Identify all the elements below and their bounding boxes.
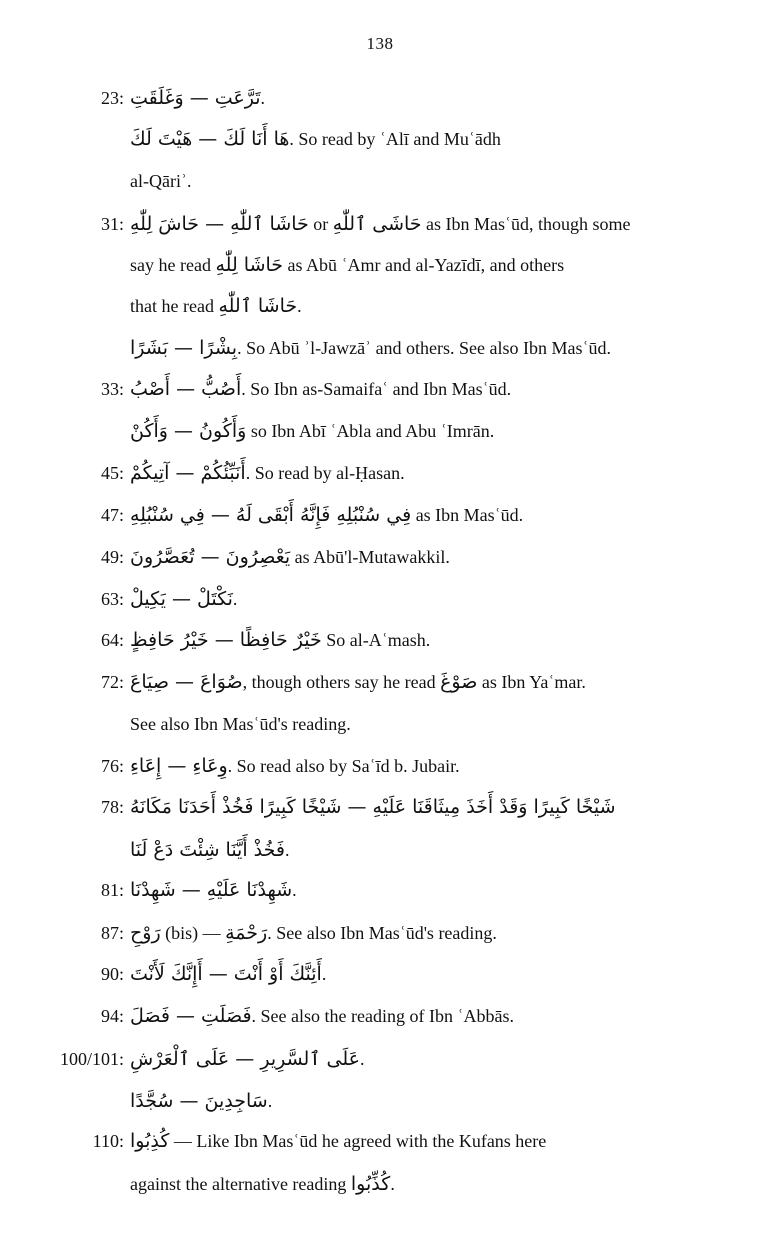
verse-number: 110:	[92, 1131, 124, 1151]
commentary-text: or	[308, 214, 333, 234]
commentary-text: . So Abū ʾl-Jawzāʾ and others. See also Ibn Masʿūd.	[237, 338, 612, 358]
verse-number: 33:	[100, 379, 124, 399]
arabic-reading: حَاشَى ٱللّٰهِ	[332, 213, 422, 235]
reading-text	[130, 796, 686, 818]
verse-number: 45:	[100, 463, 124, 483]
arabic-reading: صُوَاعَ — صِيَاعَ	[130, 671, 243, 693]
arabic-reading: حَاشَا لِلّٰهِ	[215, 254, 284, 276]
reading-text	[130, 128, 686, 150]
reading-text	[130, 1130, 686, 1152]
commentary-text: .	[292, 880, 297, 900]
arabic-reading: خَيْرٌ حَافِظًا — خَيْرُ حَافِظٍ	[130, 629, 322, 651]
commentary-text: .	[359, 1049, 365, 1069]
reading-text	[130, 462, 686, 484]
commentary-text: . See also the reading of Ibn ʿAbbās.	[251, 1006, 514, 1026]
arabic-reading: صَوْغَ	[440, 671, 478, 693]
arabic-reading: هَا أَنَا لَكَ — هَيْتَ لَكَ	[130, 128, 290, 150]
commentary-text: say he read	[130, 255, 216, 275]
reading-text	[130, 420, 686, 442]
commentary-text: .	[390, 1174, 395, 1194]
arabic-reading: سَاجِدِينَ — سُجَّدًا	[130, 1090, 268, 1112]
commentary-text: as Ibn Masʿūd, though some	[421, 214, 631, 234]
arabic-reading: كُذِّبُوا	[350, 1173, 391, 1195]
arabic-reading: شَهِدْنَا عَلَيْهِ — شَهِدْنَا	[130, 879, 293, 901]
verse-number: 90:	[100, 964, 124, 984]
verse-number: 76:	[100, 756, 124, 776]
reading-text	[130, 755, 686, 777]
commentary-text: . So read also by Saʿīd b. Jubair.	[227, 756, 460, 776]
commentary-text: as Abū'l-Mutawakkil.	[290, 547, 450, 567]
commentary-text: . See also Ibn Masʿūd's reading.	[267, 923, 497, 943]
reading-text	[130, 213, 686, 235]
page-number: 138	[366, 34, 394, 53]
reading-text	[130, 1048, 686, 1070]
commentary-text: So al-Aʿmash.	[321, 630, 431, 650]
reading-text	[130, 254, 686, 276]
arabic-reading: تَرَّعَتِ — وَغَلَقَتِ	[130, 87, 261, 109]
arabic-reading: فَخُذْ أَيَّنَا شِئْتَ دَعْ لَنَا	[130, 839, 285, 861]
arabic-reading: حَاشَا ٱللّٰهِ — حَاشَ لِلّٰهِ	[130, 213, 309, 235]
reading-text	[130, 337, 686, 359]
arabic-reading: فِي سُنْبُلِهِ فَإِنَّهُ أَبْقَى لَهُ — فِي سُنْبُلِهِ	[130, 504, 412, 526]
arabic-reading: يَعْصِرُونَ — تُعَصَّرُونَ	[130, 546, 291, 568]
arabic-reading: عَلَى ٱلسَّرِيرِ — عَلَى ٱلْعَرْشِ	[130, 1048, 360, 1070]
verse-number: 72:	[100, 672, 124, 692]
arabic-reading: شَيْخًا كَبِيرًا وَقَدْ أَخَذَ مِيثَاقَنَا عَلَيْهِ — شَيْخًا كَبِيرًا فَخُذْ أَحَدَنَا مَكَانَهُ	[130, 796, 616, 818]
commentary-text: . So read by al-Ḥasan.	[245, 463, 405, 483]
commentary-text: as Ibn Masʿūd.	[411, 505, 524, 525]
arabic-reading: كُذِبُوا	[130, 1130, 170, 1152]
commentary-text: as Abū ʿAmr and al-Yazīdī, and others	[283, 255, 565, 275]
verse-number: 78:	[100, 797, 124, 817]
commentary-text: that he read	[130, 296, 219, 316]
reading-text	[130, 87, 686, 109]
commentary-text: , though others say he read	[242, 672, 441, 692]
commentary-text: as Ibn Yaʿmar.	[477, 672, 586, 692]
reading-text	[130, 588, 686, 610]
arabic-reading: أَئِنَّكَ أَوْ أَنْتَ — أَإِنَّكَ لَأَنْتَ	[130, 963, 322, 985]
arabic-reading: رَوْحِ	[130, 922, 161, 944]
reading-text	[130, 295, 686, 317]
reading-text	[130, 546, 686, 568]
arabic-reading: نَكْتَلْ — يَكِيلْ	[130, 588, 233, 610]
arabic-reading: فَصَلَتِ — فَصَلَ	[130, 1005, 252, 1027]
verse-number: 23:	[100, 88, 124, 108]
reading-text	[130, 671, 686, 693]
reading-text	[130, 922, 686, 944]
commentary-text: . So read by ʿAlī and Muʿādh	[289, 129, 501, 149]
commentary-text: — Like Ibn Masʿūd he agreed with the Kufans here	[169, 1131, 547, 1151]
reading-text	[130, 170, 686, 192]
commentary-text: .	[260, 88, 266, 108]
commentary-text: .	[267, 1091, 273, 1111]
commentary-text: See also Ibn Masʿūd's reading.	[130, 714, 351, 734]
reading-text	[130, 879, 686, 901]
reading-text	[130, 1173, 686, 1195]
commentary-text: .	[232, 589, 238, 609]
commentary-text: . So Ibn as-Samaifaʿ and Ibn Masʿūd.	[241, 379, 512, 399]
arabic-reading: وَأَكُونُ — وَأَكُنْ	[130, 420, 247, 442]
reading-text	[130, 963, 686, 985]
verse-number: 64:	[100, 630, 124, 650]
reading-text	[130, 713, 686, 735]
commentary-text: .	[285, 840, 290, 860]
reading-text	[130, 378, 686, 400]
arabic-reading: بِشْرًا — بَشَرًا	[130, 337, 238, 359]
reading-text	[130, 504, 686, 526]
verse-number: 63:	[100, 589, 124, 609]
arabic-reading: أَنَبِّئُكُمْ — آتِيكُمْ	[130, 462, 246, 484]
verse-number: 87:	[100, 923, 124, 943]
reading-text	[130, 629, 686, 651]
verse-number: 94:	[100, 1006, 124, 1026]
reading-text	[130, 1005, 686, 1027]
commentary-text: (bis) —	[160, 923, 226, 943]
commentary-text: against the alternative reading	[130, 1174, 351, 1194]
commentary-text: .	[297, 296, 302, 316]
commentary-text: so Ibn Abī ʿAbla and Abu ʿImrān.	[246, 421, 495, 441]
verse-number: 81:	[100, 880, 124, 900]
arabic-reading: أَصُبُّ — أَصْبُ	[130, 378, 242, 400]
arabic-reading: حَاشَا ٱللّٰهِ	[218, 295, 298, 317]
arabic-reading: وِعَاءِ — إِعَاءِ	[130, 755, 228, 777]
verse-number: 31:	[100, 214, 124, 234]
verse-number: 47:	[100, 505, 124, 525]
verse-number: 100/101:	[59, 1049, 124, 1069]
reading-text	[130, 1090, 686, 1112]
commentary-text: al-Qāriʾ.	[130, 171, 192, 191]
verse-number: 49:	[100, 547, 124, 567]
arabic-reading: رَحْمَةِ	[225, 922, 268, 944]
reading-text	[130, 839, 686, 861]
commentary-text: .	[321, 964, 327, 984]
